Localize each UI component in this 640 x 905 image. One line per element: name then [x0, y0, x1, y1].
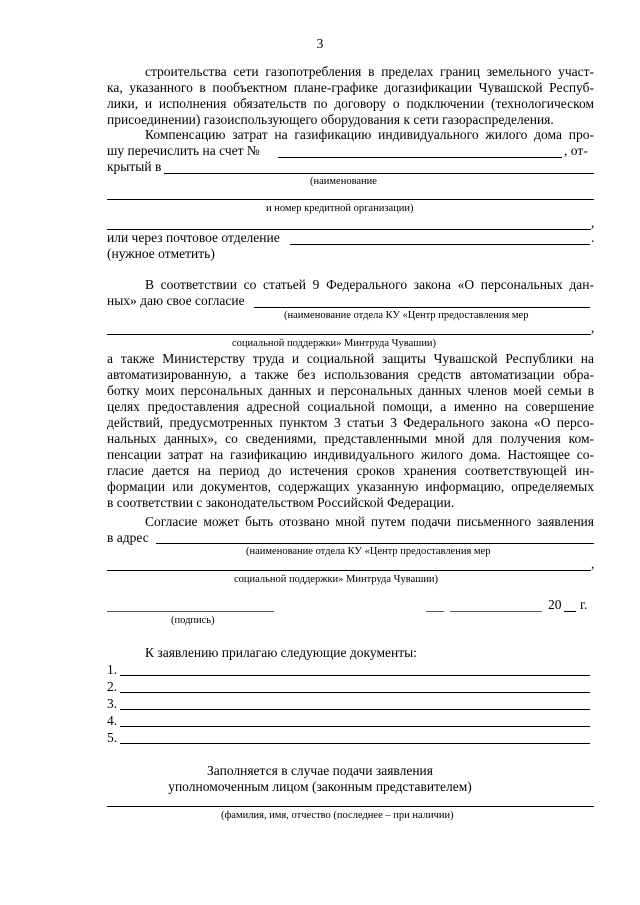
caption-consent-2: социальной поддержки» Минтруда Чувашии): [232, 338, 437, 349]
account-suffix: , от-: [564, 143, 588, 158]
intro-line: строительства сети газопотребления в пределах границ земельного участ-: [145, 64, 594, 79]
consent-body-line: формации или документов, содержащих указанную информацию, определяемых: [107, 479, 594, 494]
date-month-field[interactable]: [450, 611, 542, 612]
attachment-number: 3.: [107, 696, 118, 711]
consent-body-line: гласие дается на период до истечения сроков хранения соответствующей ин-: [107, 463, 594, 478]
caption-representative: (фамилия, имя, отчество (последнее – при наличии): [221, 810, 454, 821]
postal-label: или через почтовое отделение: [107, 230, 280, 245]
date-day-field[interactable]: [426, 611, 444, 612]
consent-body: [107, 351, 594, 511]
note-mark-required: (нужное отметить): [107, 246, 215, 261]
revoke-line-1: Согласие может быть отозвано мной путем подачи письменного заявления: [145, 514, 594, 529]
attachment-field-4[interactable]: [120, 726, 590, 727]
date-year-field[interactable]: [564, 611, 576, 612]
year-prefix: 20: [548, 597, 562, 612]
consent-body-line: целях предоставления адресной социальной помощи, а именно на совершение: [107, 399, 594, 414]
consent-recipient-field-2[interactable]: [107, 334, 591, 335]
attachment-number: 2.: [107, 679, 118, 694]
account-number-field[interactable]: [278, 157, 562, 158]
consent-line-1: В соответствии со статьей 9 Федерального закона «О персональных дан-: [145, 277, 594, 292]
page-number: 3: [316, 36, 324, 51]
consent-body-line: действий, предусмотренных пунктом 3 статьи 3 Федерального закона «О персо-: [107, 415, 594, 430]
caption-signature: (подпись): [171, 615, 215, 626]
comma: ,: [591, 320, 595, 335]
account-label: шу перечислить на счет №: [107, 143, 260, 158]
consent-body-line: а также Министерству труда и социальной защиты Чувашской Республики на: [107, 351, 594, 366]
comma: ,: [591, 556, 595, 571]
opened-in-label: крытый в: [107, 159, 162, 174]
intro-line: ка, указанного в пообъектном плане-графике догазификации Чувашской Респуб-: [107, 80, 594, 95]
caption-bank-number: и номер кредитной организации): [266, 203, 414, 214]
comma: ,: [591, 215, 595, 230]
attachment-number: 1.: [107, 662, 118, 677]
revoke-address-field[interactable]: [156, 543, 594, 544]
attachment-field-1[interactable]: [120, 675, 590, 676]
consent-body-line: ботку моих персональных данных и персональных данных членов моей семьи в: [107, 383, 594, 398]
representative-name-field[interactable]: [107, 806, 594, 807]
representative-line-1: Заполняется в случае подачи заявления: [207, 763, 433, 778]
compensation-line-1: Компенсацию затрат на газификацию индивидуального жилого дома про-: [145, 127, 594, 142]
representative-line-2: уполномоченным лицом (законным представителем): [168, 779, 472, 794]
postal-office-field[interactable]: [290, 244, 590, 245]
attachments-heading: К заявлению прилагаю следующие документы:: [145, 645, 417, 660]
consent-body-line: пенсации затрат на газификацию индивидуального жилого дома. Настоящее со-: [107, 447, 594, 462]
intro-line: присоединении) газоиспользующего оборудования к сети газораспределения.: [107, 112, 554, 127]
caption-revoke-2: социальной поддержки» Минтруда Чувашии): [234, 574, 439, 585]
bank-name-field-2[interactable]: [107, 199, 594, 200]
consent-body-line: автоматизированную, а также без использования средств автоматизации обра-: [107, 367, 594, 382]
attachment-number: 5.: [107, 730, 118, 745]
revoke-line-2: в адрес: [107, 530, 149, 545]
consent-body-line: нальных данных», со сведениями, представленными мной для получения ком-: [107, 431, 594, 446]
attachment-field-2[interactable]: [120, 692, 590, 693]
attachment-field-3[interactable]: [120, 709, 590, 710]
consent-line-2: ных» даю свое согласие: [107, 293, 245, 308]
attachment-field-5[interactable]: [120, 743, 590, 744]
intro-paragraph: [107, 64, 594, 128]
caption-revoke-1: (наименование отдела КУ «Центр предоставления мер: [246, 546, 491, 557]
revoke-address-field-2[interactable]: [107, 570, 591, 571]
signature-field[interactable]: [107, 611, 274, 612]
consent-body-line: в соответствии с законодательством Российской Федерации.: [107, 495, 455, 510]
year-suffix: г.: [580, 597, 588, 612]
intro-line: лики, и исполнения обязательств по договору о подключении (технологическом: [107, 96, 594, 111]
consent-recipient-field[interactable]: [254, 307, 590, 308]
bank-name-field[interactable]: [164, 173, 594, 174]
period: .: [591, 230, 595, 245]
caption-consent-1: (наименование отдела КУ «Центр предоставления мер: [284, 310, 529, 321]
attachment-number: 4.: [107, 713, 118, 728]
caption-bank-name: (наименование: [310, 176, 377, 187]
